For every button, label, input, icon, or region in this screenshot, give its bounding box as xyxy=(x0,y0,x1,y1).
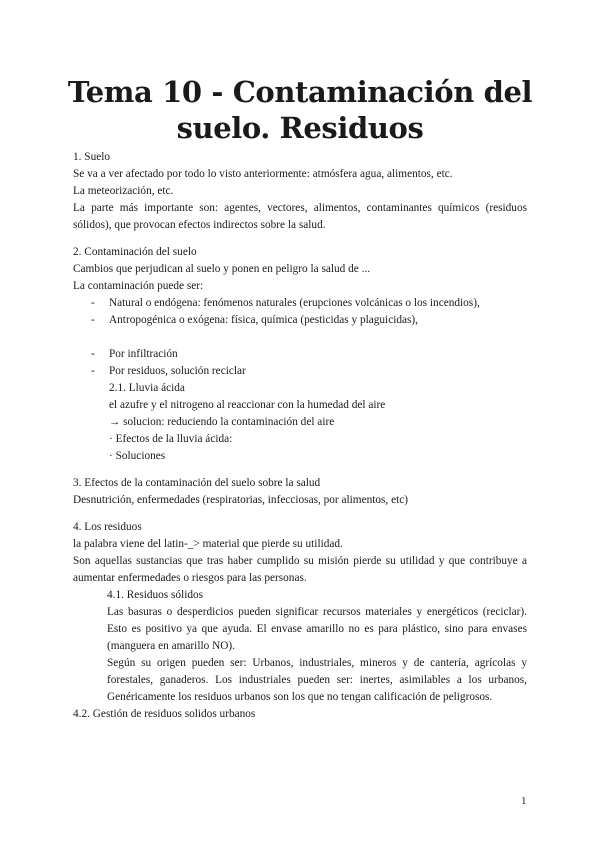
paragraph: · Efectos de la lluvia ácida: xyxy=(109,433,233,445)
paragraph: La contaminación puede ser: xyxy=(73,280,204,292)
section-heading: 3. Efectos de la contaminación del suelo sobre la salud xyxy=(73,477,321,489)
paragraph: La parte más importante son: agentes, vectores, alimentos, contaminantes químicos (residuos sólidos), que provocan efectos indirectos sobre la salud. xyxy=(73,202,527,231)
bullet-list xyxy=(73,346,527,380)
section-residuos xyxy=(73,519,527,723)
page-title: Tema 10 - Contaminación del suelo. Residuos xyxy=(67,75,533,145)
section-heading: 4. Los residuos xyxy=(73,521,142,533)
section-contaminacion xyxy=(73,244,527,465)
section-efectos-salud xyxy=(73,475,527,509)
paragraph: Las basuras o desperdicios pueden significar recursos materiales y energéticos (reciclar). Esto es positivo ya que ayuda. El envase amarillo no es para plástico, sino para envases (manguera en amarillo NO). xyxy=(107,606,527,652)
subsection-residuos-solidos xyxy=(73,587,527,706)
list-item: - Antropogénica o exógena: física, química (pesticidas y plaguicidas), xyxy=(87,312,527,329)
bullet-list xyxy=(73,295,527,329)
paragraph: Según su origen pueden ser: Urbanos, industriales, mineros y de cantería, agrícolas y forestales, ganaderos. Los industriales pueden ser: inertes, asimilables a los urbanos, Genéricamente los residuos urbanos son los que no tengan calificación de peligrosos. xyxy=(107,657,527,703)
list-item: - Por infiltración xyxy=(87,346,527,363)
list-item: - Natural o endógena: fenómenos naturales (erupciones volcánicas o los incendios), xyxy=(87,295,527,312)
section-heading: 2. Contaminación del suelo xyxy=(73,246,197,258)
subsection-heading: 2.1. Lluvia ácida xyxy=(109,382,185,394)
paragraph: la palabra viene del latin-_> material que pierde su utilidad. xyxy=(73,538,343,550)
paragraph: Cambios que perjudican al suelo y ponen en peligro la salud de ... xyxy=(73,263,371,275)
paragraph: Se va a ver afectado por todo lo visto anteriormente: atmósfera agua, alimentos, etc. xyxy=(73,168,453,180)
paragraph: → solucion: reduciendo la contaminación del aire xyxy=(109,416,335,428)
paragraph: Son aquellas sustancias que tras haber cumplido su misión pierde su utilidad y que contribuye a aumentar enfermedades o riesgos para las personas. xyxy=(73,555,527,584)
paragraph: La meteorización, etc. xyxy=(73,185,174,197)
paragraph: · Soluciones xyxy=(109,450,166,462)
section-heading: 1. Suelo xyxy=(73,151,111,163)
paragraph: el azufre y el nitrogeno al reaccionar con la humedad del aire xyxy=(109,399,386,411)
document-body xyxy=(73,149,527,723)
subsection-heading: 4.1. Residuos sólidos xyxy=(107,589,204,601)
subsection-lluvia-acida xyxy=(73,380,527,465)
list-item: - Por residuos, solución reciclar xyxy=(87,363,527,380)
section-suelo xyxy=(73,149,527,234)
paragraph: Desnutrición, enfermedades (respiratorias, infecciosas, por alimentos, etc) xyxy=(73,494,409,506)
subsection-heading: 4.2. Gestión de residuos solidos urbanos xyxy=(73,708,256,720)
page-number: 1 xyxy=(521,795,527,807)
